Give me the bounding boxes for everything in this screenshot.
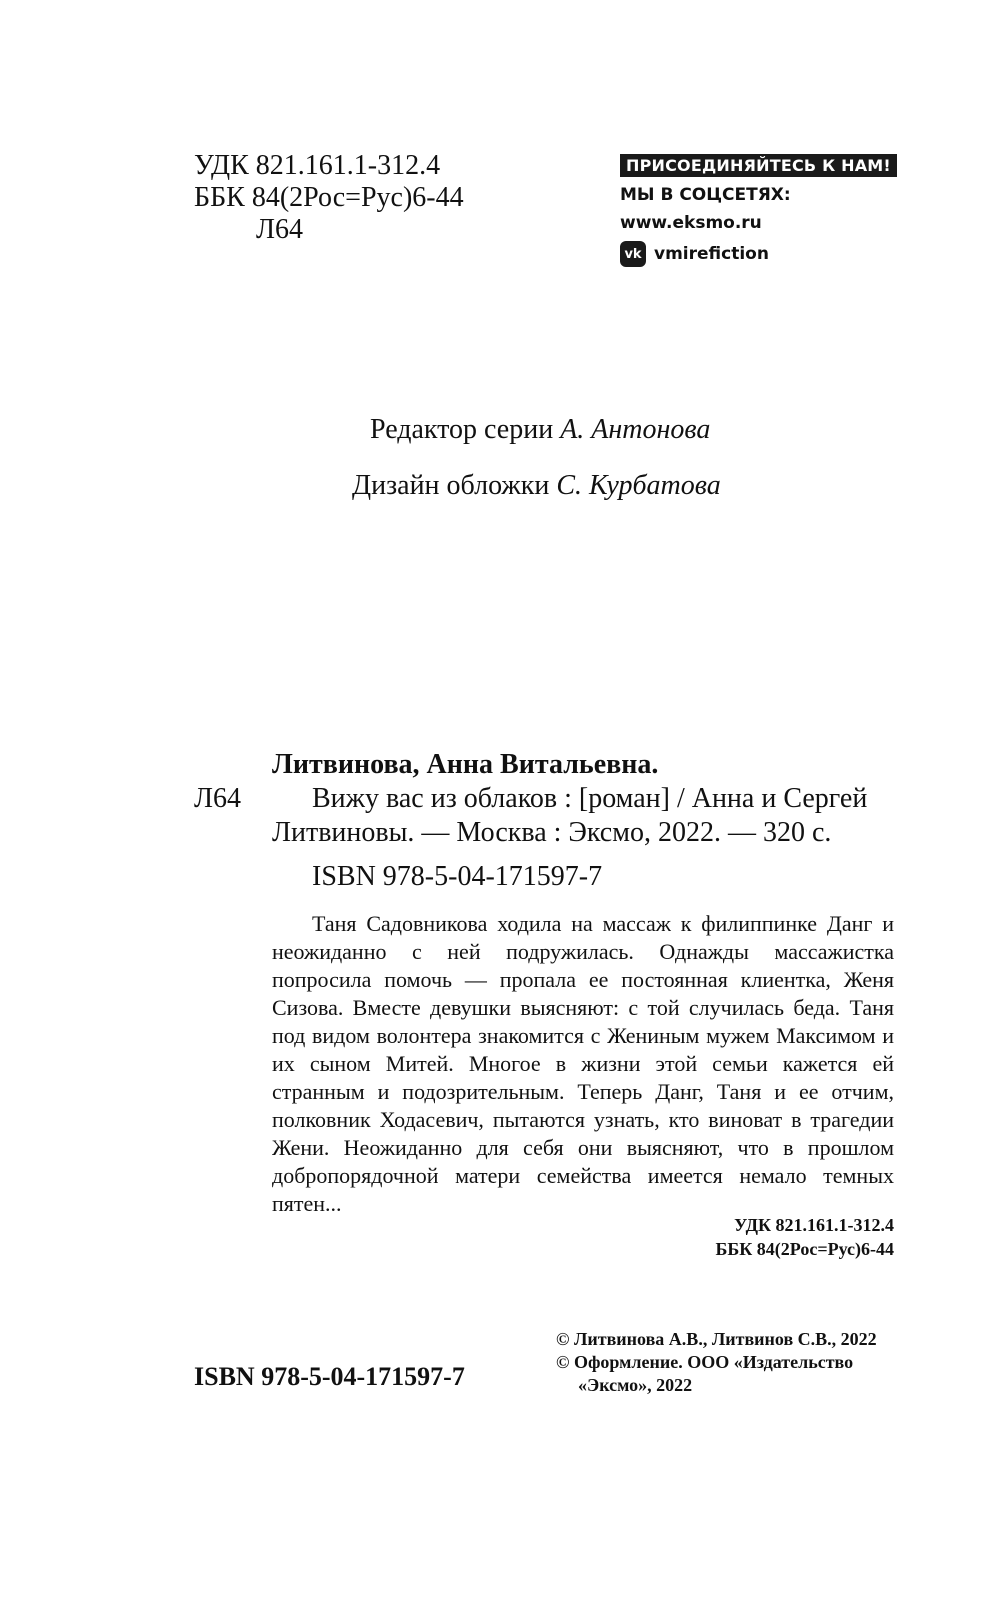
classification-codes-bold — [600, 1213, 894, 1261]
vk-handle: vmirefiction — [654, 244, 769, 264]
copyright-line-2: © Оформление. ООО «Издательство — [556, 1352, 854, 1372]
cover-design-credit — [352, 470, 721, 502]
annotation-text: Таня Садовникова ходила на массаж к филиппинке Данг и неожиданно с ней подружилась. Однажды массажистка попросила помочь — пропала ее постоянная клиентка, Женя Сизова. Вместе девушки выясняют: с той случилась беда. Таня под видом волонтера знакомится с Жениным мужем Максимом и их сыном Митей. Многое в жизни этой семьи кажется ей странным и подозрительным. Теперь Данг, Таня и ее отчим, полковник Ходасевич, пытаются узнать, кто виноват в трагедии Жени. Неожиданно для себя они выясняют, что в прошлом добропорядочной матери семейства имеется немало темных пятен... — [272, 911, 894, 1216]
classification-codes — [194, 150, 464, 246]
join-us-banner: ПРИСОЕДИНЯЙТЕСЬ К НАМ! — [620, 154, 897, 177]
entry-description: Вижу вас из облаков : [роман] / Анна и Сергей Литвиновы. — Москва : Эксмо, 2022. — 320 с. — [272, 783, 868, 848]
social-label: МЫ В СОЦСЕТЯХ: — [620, 185, 791, 205]
entry-author: Литвинова, Анна Витальевна. — [272, 749, 659, 780]
social-promo — [620, 154, 890, 267]
copyright-block — [556, 1328, 896, 1397]
website-link[interactable]: www.eksmo.ru — [620, 213, 762, 233]
vk-link[interactable] — [620, 241, 890, 267]
udk-code: УДК 821.161.1-312.4 — [194, 150, 441, 181]
series-editor-credit — [370, 414, 710, 446]
entry-isbn: ISBN 978-5-04-171597-7 — [312, 861, 603, 892]
copyright-line-1: © Литвинова А.В., Литвинов С.В., 2022 — [556, 1329, 877, 1349]
editor-label: Редактор серии — [370, 414, 554, 445]
copyright-line-3: «Эксмо», 2022 — [578, 1375, 693, 1395]
bbk-code-bold: ББК 84(2Рос=Рус)6-44 — [715, 1239, 894, 1259]
editor-name: А. Антонова — [560, 414, 711, 445]
author-mark: Л64 — [256, 214, 303, 245]
udk-code-bold: УДК 821.161.1-312.4 — [734, 1215, 894, 1235]
design-label: Дизайн обложки — [352, 470, 550, 501]
vk-icon: vk — [620, 241, 646, 267]
catalog-entry — [194, 748, 894, 894]
design-name: С. Курбатова — [556, 470, 721, 501]
entry-mark: Л64 — [194, 783, 241, 814]
isbn-bottom: ISBN 978-5-04-171597-7 — [194, 1362, 465, 1391]
bbk-code: ББК 84(2Рос=Рус)6-44 — [194, 182, 464, 213]
